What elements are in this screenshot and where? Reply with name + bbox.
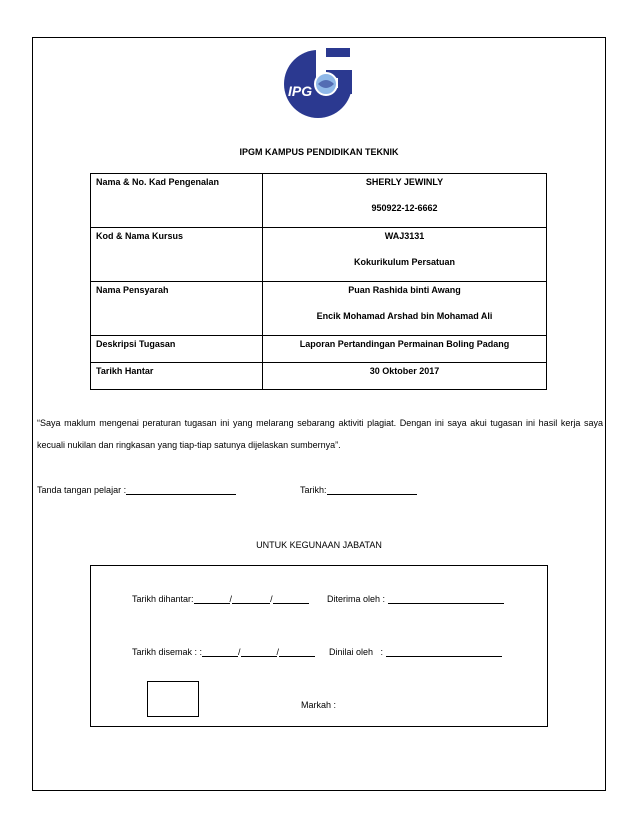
checked-year-field[interactable]	[276, 647, 315, 657]
field-label: Nama & No. Kad Pengenalan	[91, 174, 263, 228]
table-row	[91, 282, 547, 336]
checked-date-label: Tarikh disemak : :	[132, 647, 203, 657]
date-separator: /	[229, 594, 233, 604]
field-value	[263, 174, 547, 228]
field-value: 30 Oktober 2017	[263, 363, 547, 390]
received-by-label: Diterima oleh :	[327, 594, 386, 604]
logo-text: IPG	[288, 83, 313, 99]
student-name: SHERLY JEWINLY	[365, 177, 444, 187]
signature-field[interactable]	[126, 485, 236, 495]
lecturer-1: Puan Rashida binti Awang	[348, 285, 461, 295]
graded-by-label: Dinilai oleh	[329, 647, 374, 657]
received-by-row	[327, 594, 504, 604]
table-row	[91, 228, 547, 282]
table-row	[91, 336, 547, 363]
signature-label: Tanda tangan pelajar :	[37, 485, 127, 495]
table-row	[91, 363, 547, 390]
graded-by-field[interactable]	[386, 647, 502, 657]
field-label: Tarikh Hantar	[91, 363, 263, 390]
department-title: UNTUK KEGUNAAN JABATAN	[256, 540, 382, 550]
field-label: Nama Pensyarah	[91, 282, 263, 336]
date-label: Tarikh:	[300, 485, 327, 495]
course-code: WAJ3131	[384, 231, 425, 241]
field-value	[263, 282, 547, 336]
declaration-text: “Saya maklum mengenai peraturan tugasan ini yang melarang sebarang aktiviti plagiat. Dengan ini saya akui tugasan ini hasil kerja saya kecuali nukilan dan ringkasan yang tiap-tiap satunya dijelaskan sumbernya”.	[37, 418, 603, 450]
date-separator: /	[276, 647, 280, 657]
date-separator: /	[270, 594, 273, 604]
graded-by-colon: :	[380, 647, 384, 657]
graded-by-row	[329, 647, 502, 657]
checked-month-field[interactable]	[241, 647, 277, 657]
signature-date	[300, 485, 417, 495]
sent-month-field[interactable]	[229, 594, 270, 604]
date-field[interactable]	[327, 485, 417, 495]
sent-date-label: Tarikh dihantar:	[132, 594, 194, 604]
checked-date-row	[132, 647, 315, 657]
course-name: Kokurikulum Persatuan	[353, 257, 456, 267]
ipg-logo	[282, 44, 354, 126]
lecturer-2: Encik Mohamad Arshad bin Mohamad Ali	[316, 311, 493, 321]
table-row	[91, 174, 547, 228]
received-by-field[interactable]	[388, 594, 504, 604]
sent-date-row	[132, 594, 309, 604]
student-ic: 950922-12-6662	[371, 203, 438, 213]
field-value	[263, 228, 547, 282]
marks-label: Markah :	[301, 700, 337, 710]
institution-title: IPGM KAMPUS PENDIDIKAN TEKNIK	[239, 147, 399, 157]
sent-year-field[interactable]	[273, 594, 309, 604]
date-separator: /	[238, 647, 241, 657]
checked-day-field[interactable]	[202, 647, 238, 657]
student-signature	[37, 485, 236, 495]
marks-box[interactable]	[147, 681, 199, 717]
sent-day-field[interactable]	[194, 594, 230, 604]
field-label: Kod & Nama Kursus	[91, 228, 263, 282]
field-label: Deskripsi Tugasan	[91, 336, 263, 363]
field-value: Laporan Pertandingan Permainan Boling Padang	[263, 336, 547, 363]
info-table	[90, 173, 547, 390]
